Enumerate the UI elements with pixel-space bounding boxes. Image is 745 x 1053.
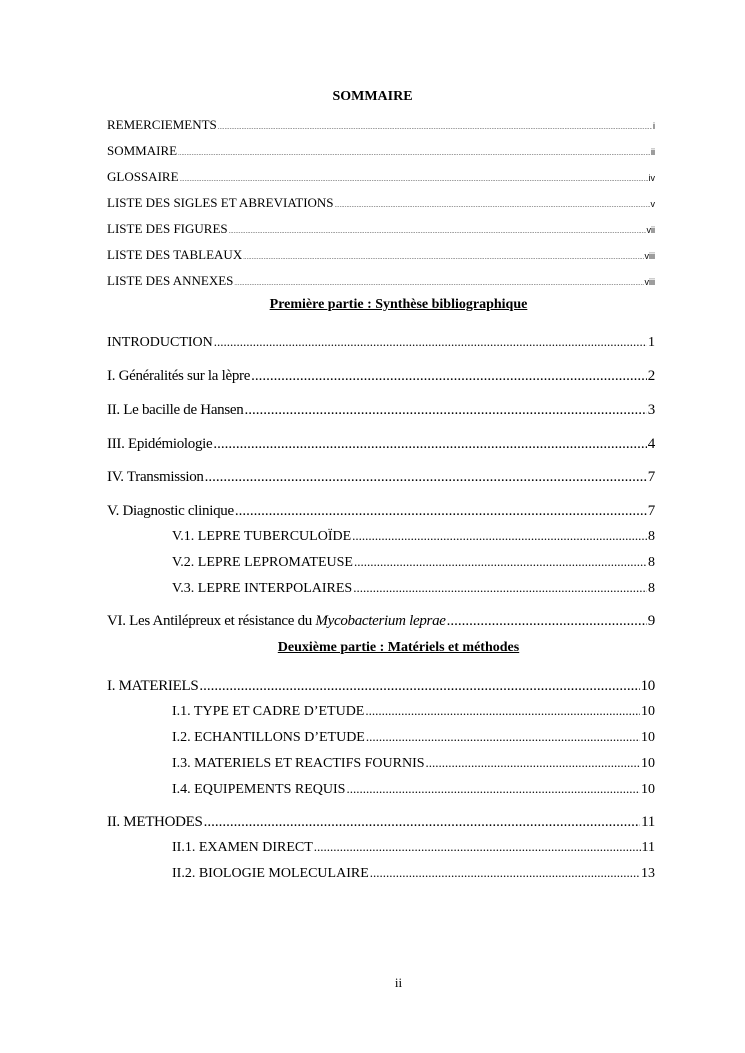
part2-title: Deuxième partie : Matériels et méthodes bbox=[277, 640, 520, 655]
toc-label: INTRODUCTION bbox=[107, 335, 213, 350]
toc-label: V.3. LEPRE INTERPOLAIRES bbox=[172, 581, 353, 596]
toc-page: 11 bbox=[641, 814, 655, 830]
toc-label: I. Généralités sur la lèpre bbox=[107, 368, 251, 384]
toc-leader bbox=[180, 177, 648, 183]
toc-entry-tableaux[interactable] bbox=[107, 247, 655, 263]
toc-leader bbox=[426, 756, 640, 769]
toc-leader bbox=[204, 815, 641, 830]
toc-entry-diagnostic[interactable] bbox=[107, 503, 655, 520]
toc-label: I.2. ECHANTILLONS D’ETUDE bbox=[172, 730, 365, 745]
part1-title: Première partie : Synthèse bibliographique bbox=[269, 297, 528, 312]
toc-page: v bbox=[650, 199, 655, 209]
toc-entry-figures[interactable] bbox=[107, 221, 655, 237]
toc-entry-ii2[interactable] bbox=[172, 866, 655, 882]
toc-entry-bacille[interactable] bbox=[107, 402, 655, 419]
toc-page: 7 bbox=[647, 503, 655, 519]
toc-leader bbox=[352, 529, 647, 542]
toc-label: LISTE DES TABLEAUX bbox=[107, 247, 243, 262]
toc-page: 10 bbox=[641, 730, 655, 745]
toc-page: iv bbox=[648, 173, 655, 183]
toc-label: LISTE DES ANNEXES bbox=[107, 273, 234, 288]
toc-page: ii bbox=[651, 147, 655, 157]
toc-page: i bbox=[653, 121, 655, 131]
toc-page: 10 bbox=[641, 756, 655, 771]
toc-entry-sommaire[interactable] bbox=[107, 143, 655, 159]
toc-label: GLOSSAIRE bbox=[107, 169, 179, 184]
toc-page: 11 bbox=[641, 840, 655, 855]
toc-label: LISTE DES SIGLES ET ABREVIATIONS bbox=[107, 195, 334, 210]
toc-page: viii bbox=[644, 251, 655, 261]
toc-entry-v2[interactable] bbox=[172, 555, 655, 571]
toc-label: III. Epidémiologie bbox=[107, 436, 213, 452]
toc-page: 13 bbox=[641, 866, 655, 881]
toc-entry-methodes[interactable] bbox=[107, 814, 655, 831]
toc-leader bbox=[199, 679, 639, 694]
toc-leader bbox=[251, 369, 647, 384]
toc-entry-remerciements[interactable] bbox=[107, 117, 655, 133]
toc-page: 3 bbox=[647, 402, 655, 418]
toc-leader bbox=[178, 151, 650, 157]
toc-page: 10 bbox=[641, 704, 655, 719]
toc-leader bbox=[214, 335, 647, 348]
toc-label bbox=[107, 613, 446, 630]
toc-page: 8 bbox=[648, 529, 655, 544]
toc-entry-i4[interactable] bbox=[172, 782, 655, 798]
toc-entry-transmission[interactable] bbox=[107, 469, 655, 486]
toc-entry-i3[interactable] bbox=[172, 756, 655, 772]
toc-entry-i1[interactable] bbox=[172, 704, 655, 720]
toc-label-text: VI. Les Antilépreux et résistance du bbox=[107, 613, 316, 629]
toc-label: I.3. MATERIELS ET REACTIFS FOURNIS bbox=[172, 756, 425, 771]
toc-leader bbox=[365, 704, 640, 717]
toc-entry-sigles[interactable] bbox=[107, 195, 655, 211]
toc-label: SOMMAIRE bbox=[107, 143, 178, 158]
toc-entry-antilepreux[interactable] bbox=[107, 613, 655, 630]
page-title: SOMMAIRE bbox=[332, 89, 413, 104]
toc-leader bbox=[335, 203, 650, 209]
toc-entry-epidemiologie[interactable] bbox=[107, 436, 655, 453]
toc-page: 4 bbox=[647, 436, 655, 452]
toc-leader bbox=[346, 782, 640, 795]
toc-label: I. MATERIELS bbox=[107, 678, 199, 694]
toc-label: I.1. TYPE ET CADRE D’ETUDE bbox=[172, 704, 365, 719]
toc-label: V.2. LEPRE LEPROMATEUSE bbox=[172, 555, 353, 570]
toc-leader bbox=[218, 125, 652, 131]
page-number: ii bbox=[394, 975, 403, 990]
toc-leader bbox=[354, 555, 647, 568]
toc-page: 9 bbox=[647, 613, 655, 629]
toc-entry-generalites[interactable] bbox=[107, 368, 655, 385]
toc-page: 2 bbox=[647, 368, 655, 384]
toc-leader bbox=[234, 281, 643, 287]
toc-entry-v3[interactable] bbox=[172, 581, 655, 597]
toc-entry-introduction[interactable] bbox=[107, 335, 655, 351]
toc-leader bbox=[244, 403, 646, 418]
toc-leader bbox=[353, 581, 647, 594]
toc-leader bbox=[447, 614, 647, 629]
toc-label: LISTE DES FIGURES bbox=[107, 221, 228, 236]
toc-leader bbox=[229, 229, 646, 235]
toc-label: II.2. BIOLOGIE MOLECULAIRE bbox=[172, 866, 369, 881]
toc-entry-v1[interactable] bbox=[172, 529, 655, 545]
toc-entry-glossaire[interactable] bbox=[107, 169, 655, 185]
toc-entry-i2[interactable] bbox=[172, 730, 655, 746]
toc-label: V.1. LEPRE TUBERCULOÏDE bbox=[172, 529, 352, 544]
toc-entry-materiels[interactable] bbox=[107, 678, 655, 695]
toc-leader bbox=[370, 866, 640, 879]
toc-page: 8 bbox=[648, 581, 655, 596]
toc-page: 8 bbox=[648, 555, 655, 570]
toc-label-italic: Mycobacterium leprae bbox=[315, 613, 446, 629]
toc-leader bbox=[366, 730, 640, 743]
toc-leader bbox=[235, 504, 647, 519]
toc-leader bbox=[243, 255, 643, 261]
toc-label: II. Le bacille de Hansen bbox=[107, 402, 244, 418]
toc-leader bbox=[314, 840, 641, 853]
toc-page: viii bbox=[644, 277, 655, 287]
toc-page: 7 bbox=[647, 469, 655, 485]
toc-label: II.1. EXAMEN DIRECT bbox=[172, 840, 313, 855]
toc-leader bbox=[213, 437, 646, 452]
toc-page: vii bbox=[646, 225, 655, 235]
toc-label: V. Diagnostic clinique bbox=[107, 503, 234, 519]
toc-label: IV. Transmission bbox=[107, 469, 204, 485]
toc-page: 10 bbox=[640, 678, 655, 694]
toc-leader bbox=[205, 470, 647, 485]
toc-page: 1 bbox=[648, 335, 655, 350]
toc-entry-ii1[interactable] bbox=[172, 840, 655, 856]
toc-label: I.4. EQUIPEMENTS REQUIS bbox=[172, 782, 346, 797]
toc-entry-annexes[interactable] bbox=[107, 273, 655, 289]
toc-label: REMERCIEMENTS bbox=[107, 117, 217, 132]
toc-label: II. METHODES bbox=[107, 814, 203, 830]
toc-page: 10 bbox=[641, 782, 655, 797]
